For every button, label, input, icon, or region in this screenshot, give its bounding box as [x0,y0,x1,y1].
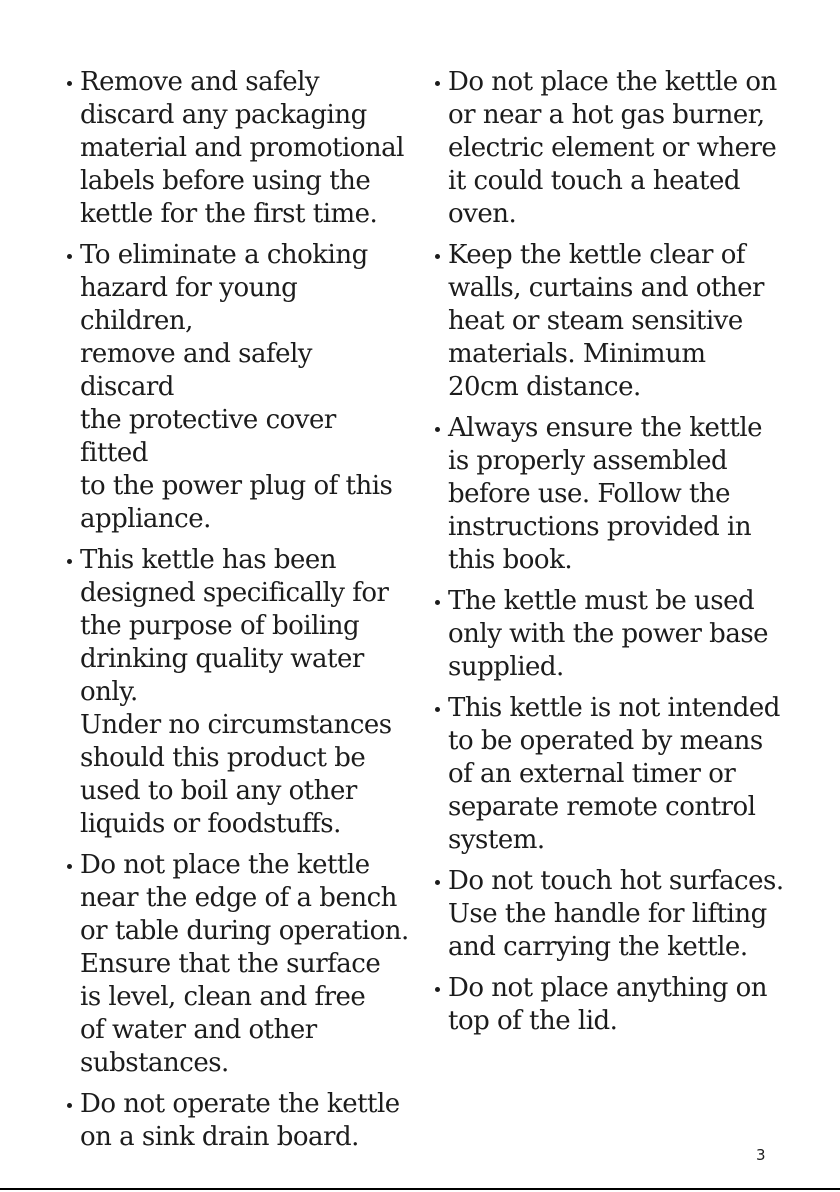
page-number: 3 [756,1146,766,1164]
safety-text: Do not operate the kettle on a sink drain board. [80,1089,400,1152]
safety-text: Always ensure the kettle is properly assembled before use. Follow the instructions provided in this book. [448,413,763,575]
left-column [64,66,410,1162]
safety-text: Do not place the kettle near the edge of a bench or table during operation. Ensure that the surface is level, clean and free of water and other substances. [80,850,409,1078]
right-column [432,66,784,1046]
safety-text: Keep the kettle clear of walls, curtains and other heat or steam sensitive materials. Minimum 20cm distance. [448,240,764,402]
bullet-dot-icon [435,707,440,712]
safety-text: This kettle has been designed specifically for the purpose of boiling drinking quality water only. [80,545,389,707]
safety-item [64,66,410,231]
safety-item [64,1088,410,1154]
safety-item [432,865,784,964]
bullet-dot-icon [435,880,440,885]
bullet-dot-icon [67,254,72,259]
safety-item [432,585,784,684]
safety-text: This kettle is not intended to be operated by means of an external timer or separate remote control system. [448,693,780,855]
safety-item [432,692,784,857]
bullet-dot-icon [435,600,440,605]
safety-item [64,544,410,841]
safety-text: Do not place anything on top of the lid. [448,973,768,1036]
bullet-dot-icon [67,81,72,86]
safety-text: Do not touch hot surfaces. Use the handle for lifting and carrying the kettle. [448,866,784,962]
bottom-rule [0,1188,840,1190]
safety-item [432,239,784,404]
safety-item [64,239,410,536]
safety-text: To eliminate a choking hazard for young children, remove and safely discard the protective cover fitted to the power plug of this appliance. [80,240,393,534]
bullet-dot-icon [435,81,440,86]
bullet-dot-icon [67,864,72,869]
safety-text: The kettle must be used only with the power base supplied. [448,586,769,682]
bullet-dot-icon [67,1103,72,1108]
bullet-dot-icon [435,427,440,432]
safety-item [432,66,784,231]
safety-item [432,412,784,577]
bullet-dot-icon [435,254,440,259]
bullet-dot-icon [435,987,440,992]
bullet-dot-icon [67,559,72,564]
safety-text-continued: Under no circumstances should this product be used to boil any other liquids or foodstuffs. [80,710,392,839]
safety-item [64,849,410,1080]
safety-text: Do not place the kettle on or near a hot gas burner, electric element or where it could touch a heated oven. [448,67,777,229]
safety-item [432,972,784,1038]
safety-text: Remove and safely discard any packaging material and promotional labels before using the kettle for the first time. [80,67,404,229]
